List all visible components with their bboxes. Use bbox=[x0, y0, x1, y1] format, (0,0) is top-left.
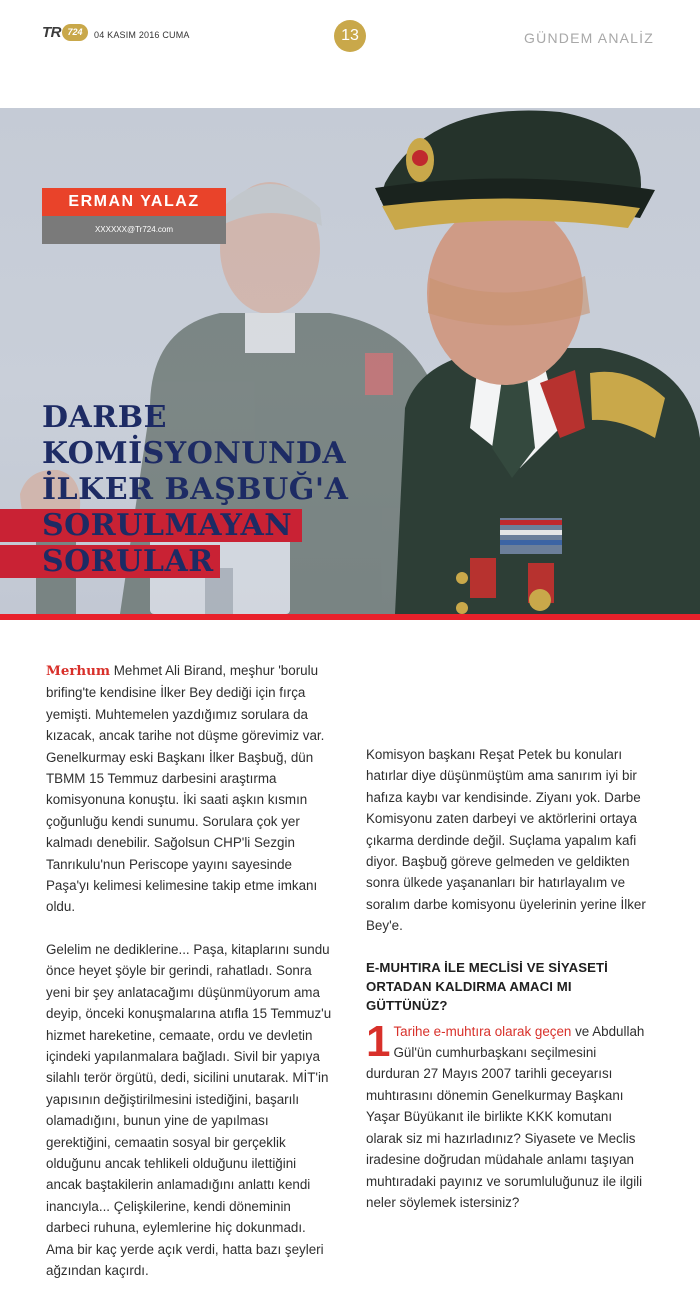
question-number: 1 bbox=[366, 1016, 391, 1066]
article-headline bbox=[42, 400, 348, 580]
question-text: ve Abdullah Gül'ün cumhurbaşkanı seçilmesini durduran 27 Mayıs 2007 tarihli geceyarısı muhtırasını dönemin Genelkurmay Başkanı Yaşar Büyükanıt ile birlikte KKK komutanı olarak siz mi hazırladınız? Siyasete ve Meclis iradesine doğrudan müdahale anlamı taşıyan muhtıradaki payınız ve sorumluluğunuz ile ilgili neler söylemek istersiniz? bbox=[366, 1023, 645, 1210]
paragraph-1 bbox=[46, 660, 332, 918]
lead-word: Merhum bbox=[46, 663, 111, 679]
question-heading: E-MUHTIRA İLE MECLİSİ VE SİYASETİ ORTADAN KALDIRMA AMACI MI GÜTTÜNÜZ? bbox=[366, 959, 608, 1013]
headline-line-5: SORULAR bbox=[42, 544, 214, 579]
masthead bbox=[0, 0, 700, 108]
logo-badge: 724 bbox=[62, 24, 88, 41]
headline-line-1: DARBE bbox=[42, 400, 167, 435]
headline-line-3: İLKER BAŞBUĞ'A bbox=[42, 472, 349, 507]
author-box bbox=[42, 188, 226, 244]
section-label: GÜNDEM ANALİZ bbox=[524, 30, 654, 46]
headline-line-2: KOMİSYONUNDA bbox=[42, 436, 347, 471]
question-1 bbox=[366, 1016, 652, 1214]
headline-line-4: SORULMAYAN bbox=[42, 508, 293, 543]
paragraph-2: Gelelim ne dediklerine... Paşa, kitaplarını sundu önce heyet şöyle bir gerindi, rahatladı. Sonra yeni bir şey anlatacağımı düşünmüyorum ama deyip, önceki konuşmalarına atıfla 15 Temmuz'u hizmet hareketine, cemaate, ordu ve devletin içindeki yapılanmalara bağladı. Sivil bir yapıya silahlı terör örgütü, dedi, sicilini unutarak. MİT'in yapısının değiştirilmesini istediğini, başarılı olamadığını, bunun yine de yapılması gerektiğini, cemaatin sosyal bir gerçeklik olduğunu ancak tehlikeli olduğunu ilettiğini ancak baştakilerin anlamadığını anlattı kendi inancıyla... Çelişkilerine, kendi döneminin darbeci ruhuna, eylemlerine hiç dokunmadı. Ama bir kaç yerde açık verdi, hatta bazı şeyleri ağzından kaçırdı. bbox=[46, 941, 332, 1278]
author-email: XXXXXX@Tr724.com bbox=[42, 216, 226, 244]
hero-image bbox=[0, 108, 700, 614]
foreground-officer-figure bbox=[375, 110, 700, 614]
question-highlight: Tarihe e-muhtıra olarak geçen bbox=[393, 1023, 572, 1039]
hero-divider bbox=[0, 614, 700, 620]
article-column-right bbox=[366, 660, 652, 1234]
paragraph-3: Komisyon başkanı Reşat Petek bu konuları hatırlar diye düşünmüştüm ama sanırım iyi bir hafıza kaybı var kendisinde. Ziyanı yok. Darbe Komisyonu zaten darbeyi ve aktörlerini ortaya çıkarma derdinde değil. Suçlama yapalım kafi diyor. Başbuğ göreve gelmeden ve geldikten sonra ülkede yaşananları bir hatırlayalım ve soralım darbe komisyonu üyelerinin yerine İlker Bey'e. bbox=[366, 747, 646, 934]
author-name: ERMAN YALAZ bbox=[42, 188, 226, 216]
logo-text: TR bbox=[42, 24, 61, 41]
tr724-logo bbox=[42, 24, 88, 41]
article-column-left bbox=[46, 660, 332, 1302]
issue-date: 04 KASIM 2016 CUMA bbox=[94, 30, 190, 40]
paragraph-1-text: Mehmet Ali Birand, meşhur 'borulu brifing'te kendisine İlker Bey dediği için fırça yemişti. Muhtemelen yazdığımız sorulara da kızacak, ancak tarihe not düşme görevimiz var. Genelkurmay eski Başkanı İlker Başbuğ, dün TBMM 15 Temmuz darbesini araştırma komisyonuna konuştu. İki saati aşkın kısmın çoğunluğu kendi sunumu. Sorulara çok yer kalmadı denebilir. Sağolsun CHP'li Sezgin Tanrıkulu'nun Periscope yayını sayesinde Paşa'yı kelimesi kelimesine takip etme imkanı oldu. bbox=[46, 663, 325, 915]
page-number-badge: 13 bbox=[334, 20, 366, 52]
